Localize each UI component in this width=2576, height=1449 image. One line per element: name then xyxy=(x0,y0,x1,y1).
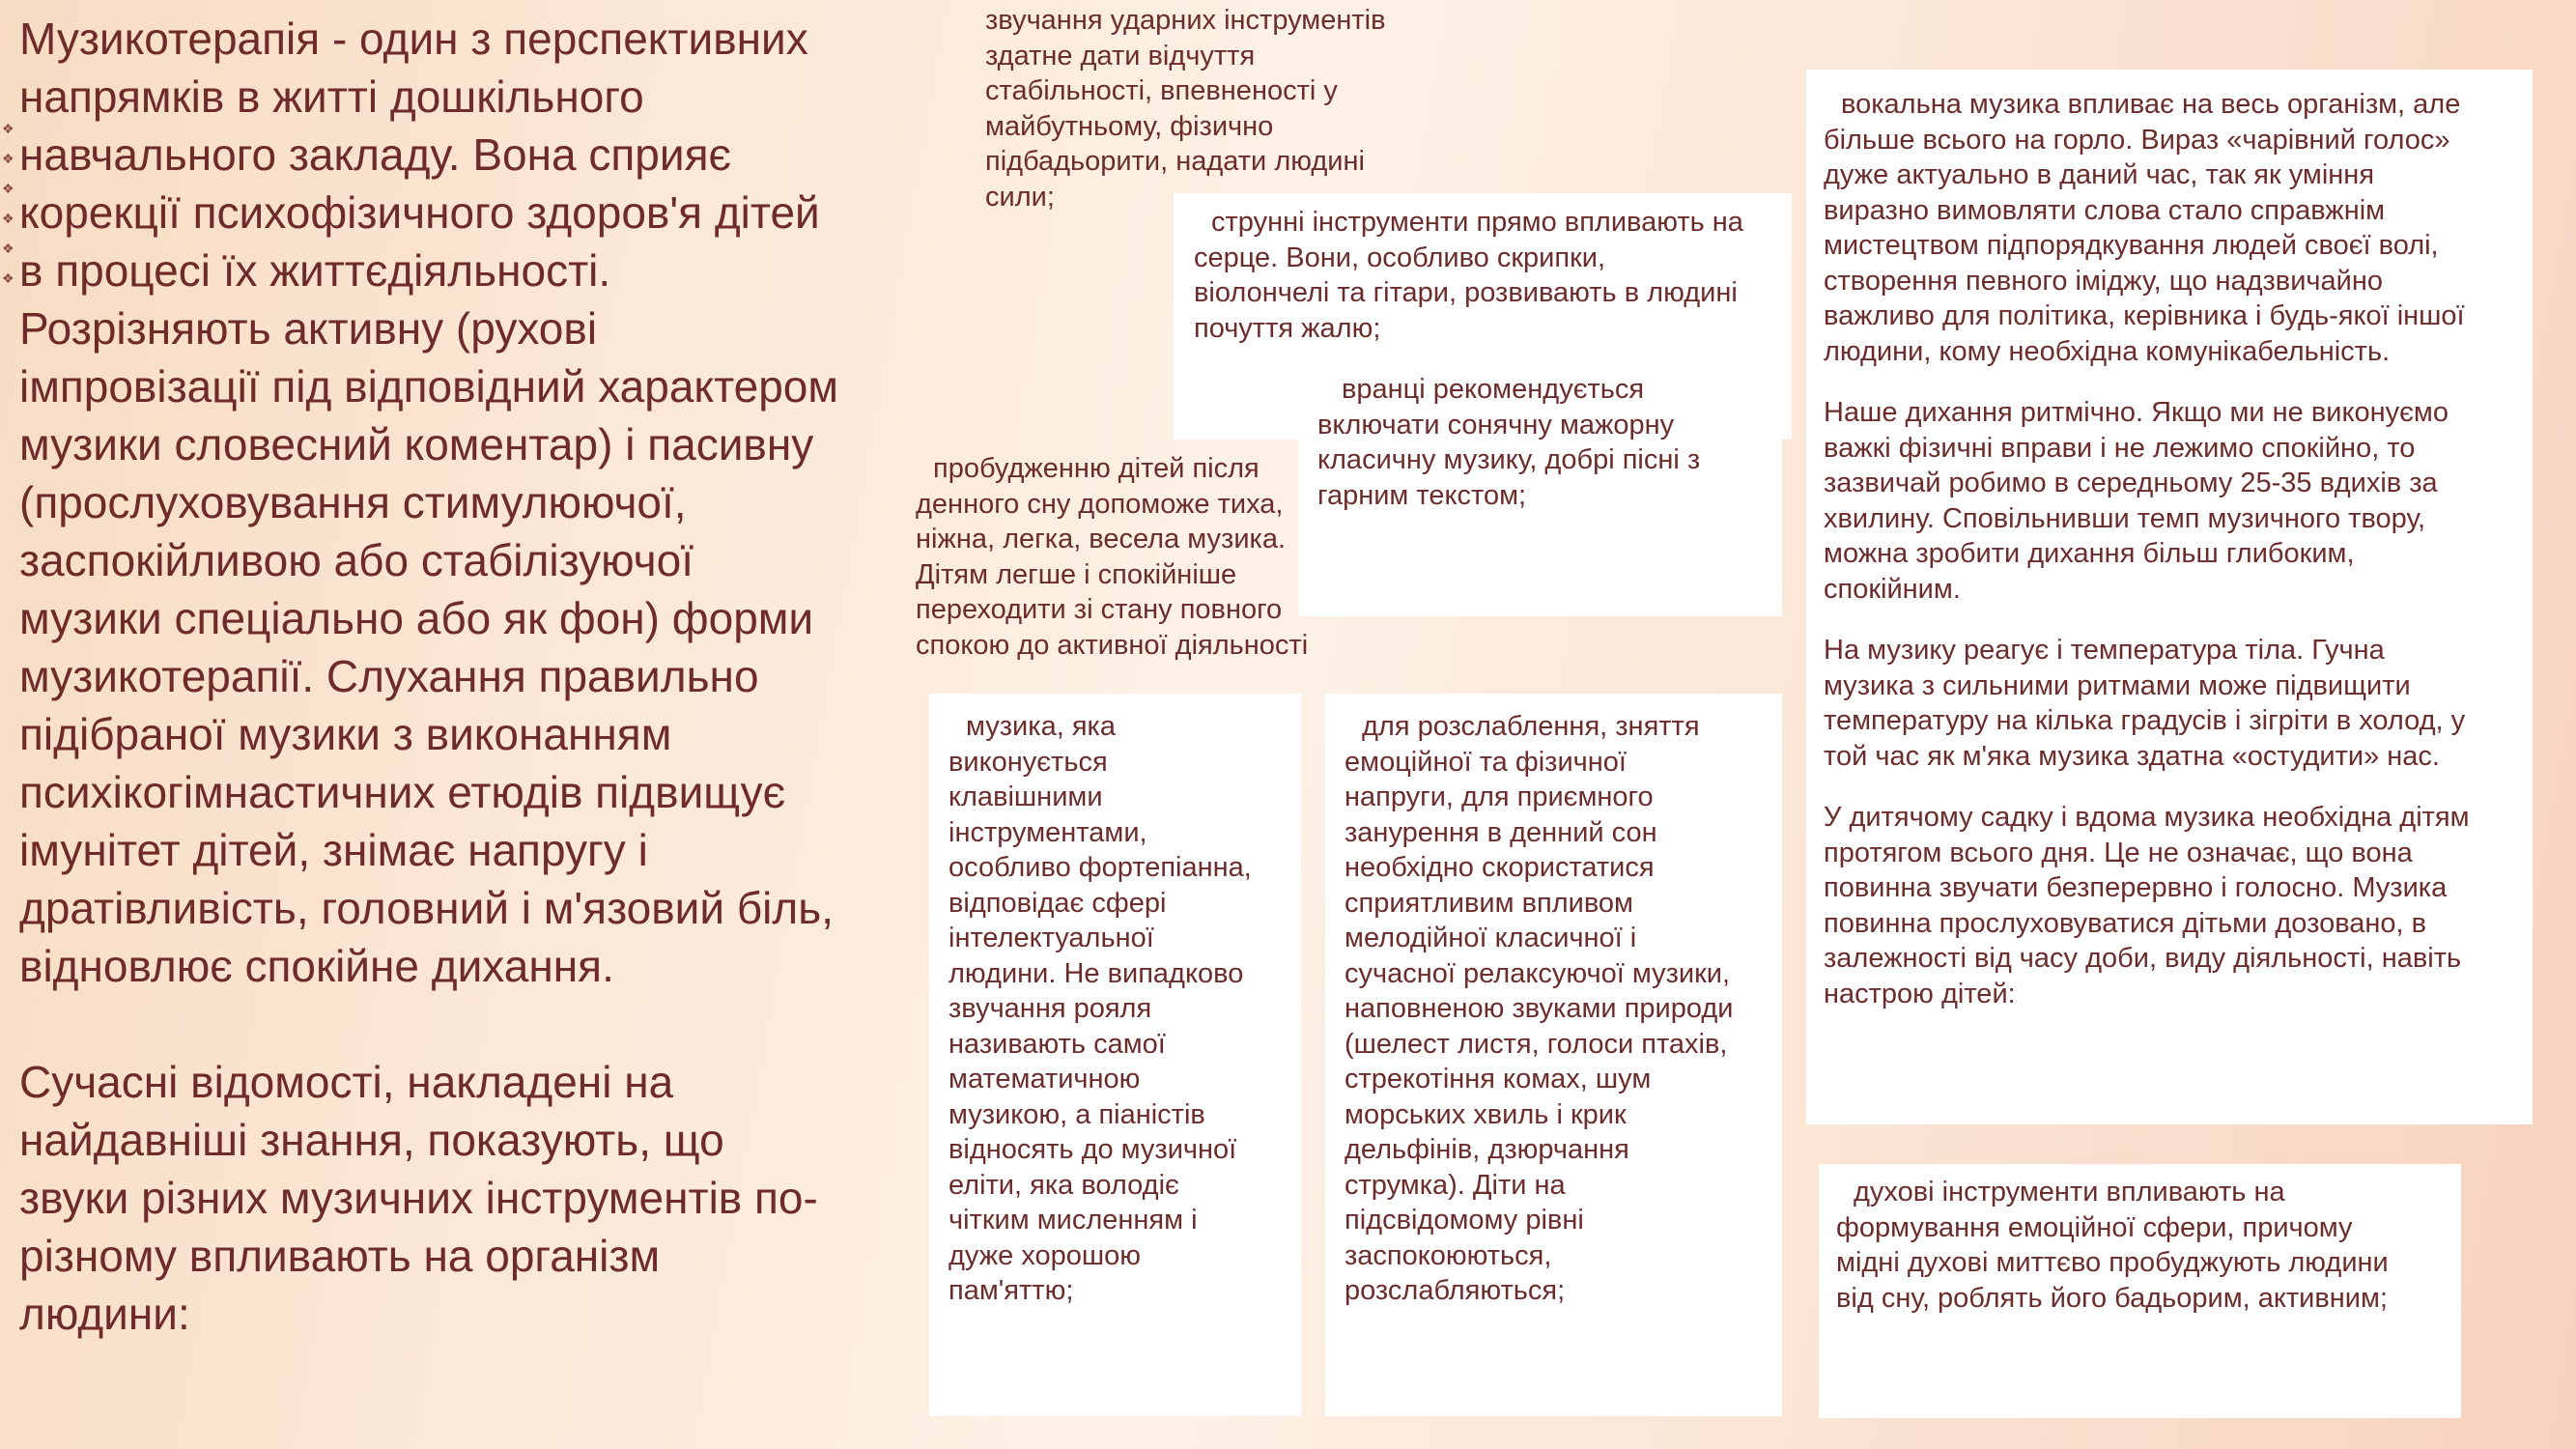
text-line: повинна прослуховуватися дітьми дозовано, в xyxy=(1824,907,2427,939)
vocal-text xyxy=(1824,87,2529,1011)
text-line: Розрізняють активну (рухові xyxy=(19,303,598,354)
temperature-paragraph xyxy=(1824,633,2529,774)
text-line: заспокоюються, xyxy=(1345,1239,1552,1271)
text-line: імунітет дітей, знімає напругу і xyxy=(19,825,648,875)
morning-text xyxy=(1317,372,1771,513)
text-line: У дитячому садку і вдома музика необхідна дітям xyxy=(1824,802,2470,833)
text-line: звучання ударних інструментів xyxy=(985,5,1386,36)
text-line: мелодійної класичної і xyxy=(1345,923,1637,953)
text-line: підсвідомому рівні xyxy=(1345,1205,1584,1236)
breathing-paragraph xyxy=(1824,395,2529,607)
text-line: включати сонячну мажорну xyxy=(1317,409,1675,440)
text-line: струнні інструменти прямо впливають на xyxy=(1211,207,1743,238)
text-line: людини, кому необхідна комунікабельність. xyxy=(1824,335,2391,367)
text-line: емоційної та фізичної xyxy=(1345,746,1627,778)
text-line: віолончелі та гітари, розвивають в людині xyxy=(1194,277,1738,308)
text-line: виразно вимовляти слова стало справжнім xyxy=(1824,194,2386,226)
text-line: сучасної релаксуючої музики, xyxy=(1345,957,1731,989)
text-line: залежності від часу доби, виду діяльності, навіть xyxy=(1824,943,2462,974)
text-line: формування емоційної сфери, причому xyxy=(1836,1211,2353,1243)
text-line: денного сну допоможе тиха, xyxy=(916,488,1284,520)
text-line: музикотерапії. Слухання правильно xyxy=(19,651,759,701)
text-line: різному впливають на організм xyxy=(19,1231,661,1281)
text-line: здатне дати відчуття xyxy=(985,40,1256,71)
text-line: музики словесний коментар) і пасивну xyxy=(19,419,814,469)
text-line: настрою дітей: xyxy=(1824,978,2016,1009)
text-line: імпровізації під відповідний характером xyxy=(19,361,838,412)
text-line: підібраної музики з виконанням xyxy=(19,709,672,759)
text-line: протягом всього дня. Це не означає, що вона xyxy=(1824,837,2413,868)
text-line: (шелест листя, голоси птахів, xyxy=(1345,1028,1728,1060)
text-line: відповідає сфері xyxy=(948,887,1167,919)
text-line: майбутньому, фізично xyxy=(985,110,1274,142)
text-line: в процесі їх життєдіяльності. xyxy=(19,245,611,296)
text-line: корекції психофізичного здоров'я дітей xyxy=(19,187,820,238)
wind-text xyxy=(1836,1175,2454,1316)
text-line: навчального закладу. Вона сприяє xyxy=(19,129,731,180)
text-line: вранці рекомендується xyxy=(1342,374,1645,405)
text-line: струмка). Діти на xyxy=(1345,1169,1566,1201)
text-line: необхідно скористатися xyxy=(1345,852,1655,883)
text-line: почуття жалю; xyxy=(1194,312,1381,344)
relax-text xyxy=(1345,709,1779,1309)
text-line: створення певного іміджу, що надзвичайно xyxy=(1824,265,2383,297)
text-line: важливо для політика, керівника і будь-якої іншої xyxy=(1824,300,2465,331)
bullet-icon: ❖ xyxy=(2,270,14,286)
text-line: Музикотерапія - один з перспективних xyxy=(19,14,808,64)
main-paragraph-2 xyxy=(19,1053,918,1343)
main-paragraph-1 xyxy=(19,10,918,995)
text-line: важкі фізичні вправи і не лежимо спокійно, то xyxy=(1824,432,2416,464)
text-line: музика з сильними ритмами може підвищити xyxy=(1824,669,2411,701)
text-line: сили; xyxy=(985,181,1055,213)
text-line: звучання рояля xyxy=(948,993,1152,1024)
text-line: звуки різних музичних інструментів по- xyxy=(19,1173,818,1223)
text-line: (прослуховування стимулюючої, xyxy=(19,477,687,527)
text-line: музики спеціально або як фон) форми xyxy=(19,593,814,643)
text-line: спокою до активної діяльності xyxy=(916,629,1309,661)
text-line: переходити зі стану повного xyxy=(916,594,1283,625)
text-line: відносять до музичної xyxy=(948,1134,1237,1165)
text-line: людини: xyxy=(19,1289,190,1339)
text-line: морських хвиль і крик xyxy=(1345,1098,1627,1130)
text-line: психікогімнастичних етюдів підвищує xyxy=(19,767,786,817)
awakening-text xyxy=(916,451,1341,663)
main-text xyxy=(19,10,918,1343)
text-line: духові інструменти впливають на xyxy=(1854,1177,2285,1208)
text-line: виконується xyxy=(948,746,1108,778)
text-line: пам'яттю; xyxy=(948,1275,1074,1306)
text-line: мистецтвом підпорядкування людей своєї волі, xyxy=(1824,230,2439,261)
text-line: інструментами, xyxy=(948,816,1147,848)
text-line: розслабляються; xyxy=(1345,1275,1566,1306)
text-line: дуже актуально в даний час, так як уміння xyxy=(1824,159,2375,190)
text-line: чітким мисленням і xyxy=(948,1205,1198,1236)
percussion-text xyxy=(985,3,1449,214)
text-line: називають самої xyxy=(948,1028,1166,1060)
text-line: мідні духові миттєво пробуджують людини xyxy=(1836,1247,2389,1278)
text-line: сприятливим впливом xyxy=(1345,887,1633,919)
text-line: для розслаблення, зняття xyxy=(1362,711,1700,742)
text-line: підбадьорити, надати людині xyxy=(985,146,1365,177)
text-line: вокальна музика впливає на весь організм, але xyxy=(1841,89,2461,120)
strings-text xyxy=(1194,205,1793,346)
keyboard-text xyxy=(948,709,1296,1309)
text-line: зазвичай робимо в середньому 25-35 вдихів за xyxy=(1824,468,2438,498)
text-line: пробудженню дітей після xyxy=(933,453,1260,484)
text-line: стрекотіння комах, шум xyxy=(1345,1064,1652,1094)
text-line: занурення в денний сон xyxy=(1345,816,1657,848)
text-line: температуру на кілька градусів і зігріти в холод, у xyxy=(1824,705,2466,736)
kindergarten-paragraph xyxy=(1824,800,2529,1011)
text-line: серце. Вони, особливо скрипки, xyxy=(1194,242,1606,273)
text-line: той час як м'яка музика здатна «остудити» нас. xyxy=(1824,740,2440,772)
text-line: Сучасні відомості, накладені на xyxy=(19,1057,674,1107)
text-line: еліти, яка володіє xyxy=(948,1169,1179,1201)
text-line: стабільності, впевненості у xyxy=(985,75,1338,106)
text-line: клавішними xyxy=(948,781,1103,812)
vocal-paragraph xyxy=(1824,87,2529,369)
text-line: ніжна, легка, весела музика. xyxy=(916,524,1287,554)
text-line: дельфінів, дзюрчання xyxy=(1345,1134,1629,1165)
bullet-icon: ❖ xyxy=(2,211,14,226)
bullet-icon: ❖ xyxy=(2,121,14,136)
text-line: математичною xyxy=(948,1064,1141,1094)
text-line: дуже хорошою xyxy=(948,1239,1142,1271)
text-line: наповненою звуками природи xyxy=(1345,993,1734,1024)
text-line: класичну музику, добрі пісні з xyxy=(1317,444,1701,475)
text-line: людини. Не випадково xyxy=(948,957,1244,989)
text-line: напруги, для приємного xyxy=(1345,781,1654,812)
text-line: інтелектуальної xyxy=(948,923,1154,953)
text-line: особливо фортепіанна, xyxy=(948,852,1252,883)
text-line: від сну, роблять його бадьорим, активним; xyxy=(1836,1282,2388,1314)
text-line: музикою, а піаністів xyxy=(948,1098,1205,1130)
text-line: повинна звучати безперервно і голосно. Музика xyxy=(1824,872,2448,903)
text-line: хвилину. Сповільнивши темп музичного твору, xyxy=(1824,502,2426,534)
text-line: напрямків в житті дошкільного xyxy=(19,71,644,122)
text-line: відновлює спокійне дихання. xyxy=(19,941,614,991)
text-line: спокійним. xyxy=(1824,573,1961,605)
text-line: заспокійливою або стабілізуючої xyxy=(19,535,694,585)
text-line: дратівливість, головний і м'язовий біль, xyxy=(19,883,834,933)
text-line: найдавніші знання, показують, що xyxy=(19,1115,724,1165)
bullet-icon: ❖ xyxy=(2,151,14,166)
text-line: більше всього на горло. Вираз «чарівний голос» xyxy=(1824,124,2450,156)
bullet-icon: ❖ xyxy=(2,181,14,196)
text-line: музика, яка xyxy=(966,711,1116,742)
text-line: гарним текстом; xyxy=(1317,479,1527,511)
text-line: Наше дихання ритмічно. Якщо ми не виконуємо xyxy=(1824,397,2449,428)
text-line: На музику реагує і температура тіла. Гучна xyxy=(1824,635,2385,666)
text-line: можна зробити дихання більш глибоким, xyxy=(1824,538,2355,569)
bullet-icon: ❖ xyxy=(2,241,14,256)
bullet-markers xyxy=(2,114,19,294)
text-line: Дітям легше і спокійніше xyxy=(916,558,1237,590)
